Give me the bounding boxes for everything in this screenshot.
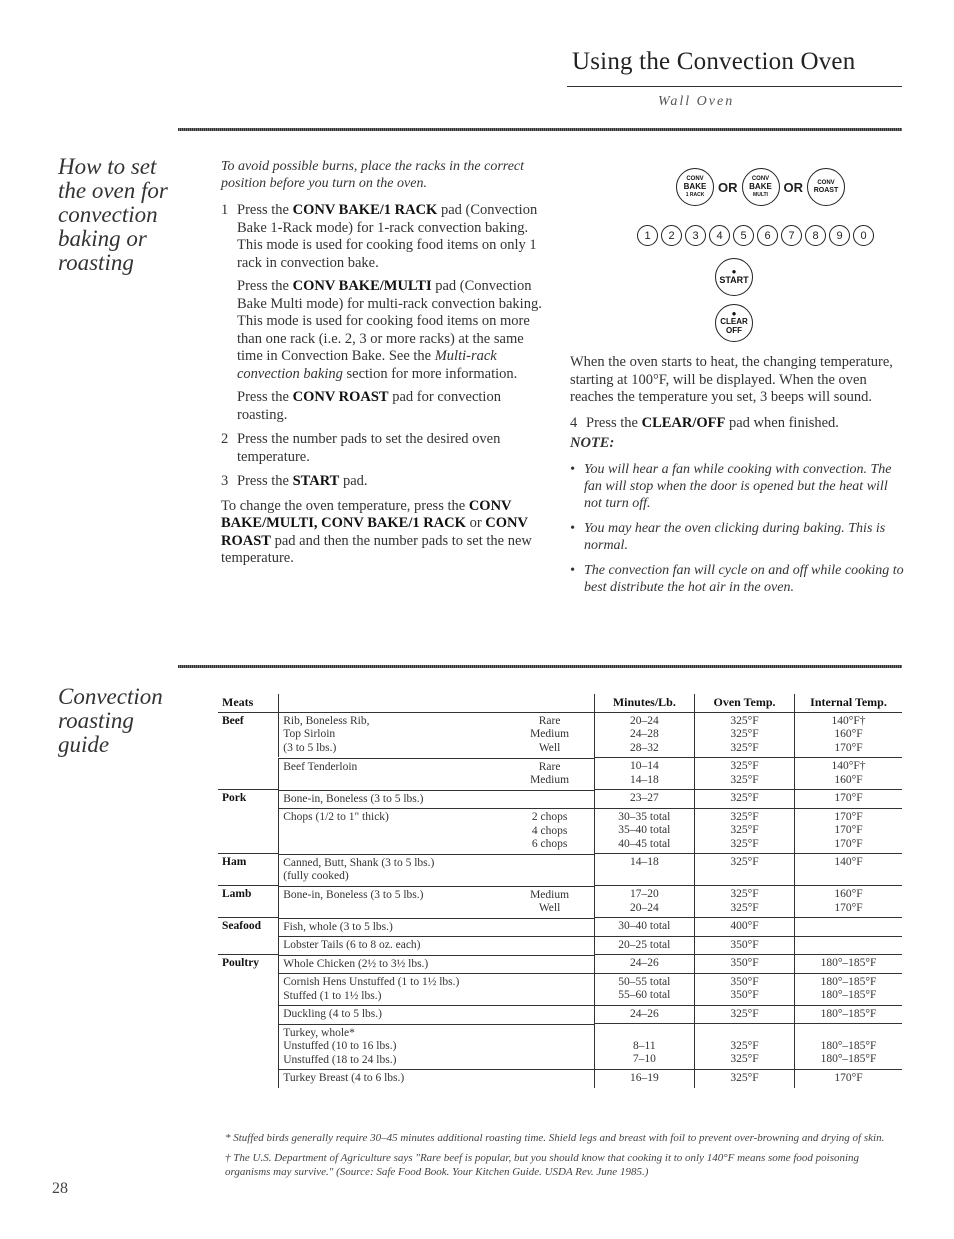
- oven-temp-cell: 325°F 325°F 325°F: [695, 712, 795, 758]
- pad-label: START: [719, 275, 749, 285]
- pad-label: BAKE: [749, 182, 772, 191]
- text: Press the: [586, 414, 642, 431]
- pad-label: OFF: [726, 326, 742, 335]
- number-pad-5[interactable]: 5: [733, 225, 754, 246]
- text: pad when finished.: [725, 414, 839, 431]
- roasting-guide-table-wrap: [218, 694, 902, 1088]
- step-number: 2: [221, 431, 229, 447]
- pad-name: CONV BAKE/MULTI, CONV BAKE/1 RACK: [221, 497, 512, 531]
- doneness-text: [510, 1008, 590, 1022]
- or-label: OR: [718, 179, 738, 195]
- indicator-dot: ●: [731, 267, 737, 276]
- number-pad-8[interactable]: 8: [805, 225, 826, 246]
- number-pads-row: [637, 225, 874, 246]
- table-body: [218, 712, 902, 1088]
- table-row: [218, 918, 902, 937]
- meat-cell: [218, 936, 278, 955]
- doneness-text: [510, 976, 590, 1003]
- step-3: [221, 473, 551, 491]
- item-cell: [278, 758, 593, 790]
- internal-temp-cell: 140°F† 160°F: [795, 758, 903, 790]
- minutes-cell: 14–18: [594, 854, 694, 886]
- step-2: [221, 431, 551, 466]
- item-text: Rib, Boneless Rib, Top Sirloin (3 to 5 lbs.): [283, 714, 370, 754]
- pad-label: ROAST: [813, 187, 839, 194]
- item-text: Chops (1/2 to 1" thick): [283, 811, 389, 823]
- meat-cell: [218, 1024, 278, 1070]
- note-label: NOTE:: [570, 435, 615, 451]
- text: Press the: [237, 202, 293, 218]
- item-cell: [278, 790, 593, 809]
- meat-cell: Poultry: [218, 955, 278, 974]
- doneness-text: [510, 921, 590, 935]
- pad-name: START: [292, 473, 340, 489]
- step-number: 1: [221, 202, 229, 218]
- item-cell: [278, 886, 593, 918]
- section-heading-convection-setup: How to set the oven for convection baking or roasting: [58, 154, 168, 275]
- pad-name: CONV BAKE/1 RACK: [292, 202, 438, 218]
- step-number: 4: [570, 414, 578, 431]
- page-title: Using the Convection Oven: [572, 48, 856, 75]
- internal-temp-cell: 140°F† 160°F 170°F: [795, 712, 903, 758]
- pad-name: CONV ROAST: [292, 389, 389, 405]
- column-header: Minutes/Lb.: [594, 694, 694, 712]
- column-header: Oven Temp.: [695, 694, 795, 712]
- item-cell: [278, 808, 593, 854]
- internal-temp-cell: [795, 918, 903, 937]
- item-cell: [278, 973, 593, 1005]
- indicator-dot: ●: [731, 309, 737, 318]
- oven-temp-cell: 325°F: [695, 1005, 795, 1024]
- note-item: [570, 562, 905, 596]
- table-row: [218, 955, 902, 974]
- text: Press the: [237, 389, 293, 405]
- internal-temp-cell: 170°F: [795, 790, 903, 809]
- table-row: [218, 808, 902, 854]
- bullet-icon: •: [570, 520, 575, 536]
- minutes-cell: 30–35 total 35–40 total 40–45 total: [594, 808, 694, 854]
- internal-temp-cell: [795, 936, 903, 955]
- text: pad and then the number pads to set the new temperature.: [221, 532, 532, 566]
- pad-label: CONV: [817, 180, 835, 186]
- doneness-text: [510, 1027, 590, 1068]
- text: Press the: [237, 473, 293, 489]
- column-header: Meats: [218, 694, 278, 712]
- internal-temp-cell: 180°–185°F 180°–185°F: [795, 1024, 903, 1070]
- footnote-usda: † The U.S. Department of Agriculture says "Rare beef is popular, but you should know that cooking it to only 140°F means some food poisoning organisms may survive." (Source: Safe Food Book. Your Kitchen Guide. USDA Rev. June 1985.): [225, 1152, 860, 1178]
- oven-temp-cell: 350°F 350°F: [695, 973, 795, 1005]
- minutes-cell: 10–14 14–18: [594, 758, 694, 790]
- step-number: 3: [221, 473, 229, 489]
- meat-cell: [218, 973, 278, 1005]
- column-header: Internal Temp.: [795, 694, 903, 712]
- step-text: [586, 415, 839, 433]
- table-row: [218, 973, 902, 1005]
- item-cell: [278, 955, 593, 974]
- page-number: 28: [52, 1180, 68, 1197]
- text: To change the oven temperature, press the: [221, 497, 469, 514]
- number-pad-0[interactable]: 0: [853, 225, 874, 246]
- internal-temp-cell: 140°F: [795, 854, 903, 886]
- number-pad-7[interactable]: 7: [781, 225, 802, 246]
- note-list: [570, 461, 905, 596]
- column-header: [278, 694, 594, 712]
- minutes-cell: 17–20 20–24: [594, 886, 694, 918]
- step-4: [570, 415, 905, 433]
- pad-label: MULTI: [753, 192, 768, 198]
- oven-temp-cell: 325°F 325°F: [695, 886, 795, 918]
- note-text: You will hear a fan while cooking with convection. The fan will stop when the door is opened but the heat will not turn off.: [584, 461, 892, 511]
- section-divider-1: [178, 128, 902, 131]
- step-1b: [237, 278, 551, 383]
- minutes-cell: 24–26: [594, 1005, 694, 1024]
- safety-intro: To avoid possible burns, place the racks in the correct position before you turn on the oven.: [221, 159, 525, 191]
- cross-reference: Multi-rack convection baking: [237, 348, 497, 382]
- item-text: Bone-in, Boneless (3 to 5 lbs.): [283, 792, 424, 805]
- step-1c: [237, 389, 551, 424]
- oven-temp-cell: 400°F: [695, 918, 795, 937]
- minutes-cell: 20–25 total: [594, 936, 694, 955]
- roasting-guide-table: [218, 694, 902, 1088]
- item-text: Whole Chicken (2½ to 3½ lbs.): [283, 957, 429, 970]
- pad-label: CONV: [686, 176, 704, 182]
- internal-temp-cell: 170°F 170°F 170°F: [795, 808, 903, 854]
- meat-cell: [218, 808, 278, 854]
- text: pad (Convection Bake Multi mode) for multi-rack convection baking. This mode is used for cooking food items on more than one rack (i.e. 2, 3 or more racks) at the same time in Convection Bake. See the: [237, 278, 542, 364]
- table-row: [218, 1069, 902, 1088]
- note-text: The convection fan will cycle on and off while cooking to best distribute the hot air in the oven.: [584, 562, 904, 595]
- conv-pads-row: [676, 168, 845, 206]
- table-row: [218, 1005, 902, 1024]
- meat-cell: [218, 1069, 278, 1088]
- step-text: Press the number pads to set the desired oven temperature.: [237, 431, 501, 465]
- pad-label: BAKE: [683, 182, 707, 191]
- doneness-text: Rare Medium: [530, 760, 570, 786]
- conv-bake-multi-pad[interactable]: [742, 168, 780, 206]
- clear-off-pad[interactable]: [715, 304, 753, 342]
- step-text: [237, 473, 551, 491]
- pad-label: CLEAR: [720, 317, 748, 326]
- section-heading-roasting-guide: Convection roasting guide: [58, 684, 163, 757]
- oven-temp-cell: 350°F: [695, 955, 795, 974]
- item-text: Cornish Hens Unstuffed (1 to 1½ lbs.) Stuffed (1 to 1½ lbs.): [283, 976, 460, 1002]
- internal-temp-cell: 180°–185°F 180°–185°F: [795, 973, 903, 1005]
- note-item: [570, 461, 905, 512]
- minutes-cell: 20–24 24–28 28–32: [594, 712, 694, 758]
- minutes-cell: 50–55 total 55–60 total: [594, 973, 694, 1005]
- item-cell: [278, 854, 593, 886]
- change-temperature-text: [221, 498, 551, 568]
- bullet-icon: •: [570, 562, 575, 578]
- item-cell: [278, 936, 593, 955]
- item-text: Turkey Breast (4 to 6 lbs.): [283, 1072, 405, 1084]
- pad-name: CLEAR/OFF: [641, 414, 726, 431]
- bullet-icon: •: [570, 461, 575, 477]
- doneness-text: [510, 958, 590, 972]
- meat-cell: [218, 1005, 278, 1024]
- number-pad-1[interactable]: 1: [637, 225, 658, 246]
- item-cell: [278, 918, 593, 937]
- pad-label: CONV: [751, 176, 770, 182]
- internal-temp-cell: 160°F 170°F: [795, 886, 903, 918]
- item-text: Lobster Tails (6 to 8 oz. each): [283, 939, 421, 951]
- table-row: [218, 854, 902, 886]
- number-pad-6[interactable]: 6: [757, 225, 778, 246]
- internal-temp-cell: 180°–185°F: [795, 1005, 903, 1024]
- oven-temp-cell: 325°F 325°F: [695, 1024, 795, 1070]
- meat-cell: [218, 758, 278, 790]
- text: section for more information.: [342, 365, 518, 382]
- table-row: [218, 758, 902, 790]
- text: pad.: [339, 473, 368, 489]
- minutes-cell: 23–27: [594, 790, 694, 809]
- number-pad-9[interactable]: 9: [829, 225, 850, 246]
- text: pad (Convection Bake 1-Rack mode) for 1-rack convection baking. This mode is used for cooking food items on only 1 rack in convection bake.: [237, 202, 538, 271]
- minutes-cell: 8–11 7–10: [594, 1024, 694, 1070]
- oven-temp-cell: 325°F: [695, 790, 795, 809]
- right-column-text: [570, 354, 905, 596]
- table-row: [218, 1024, 902, 1070]
- conv-bake-1-rack-pad[interactable]: [676, 168, 714, 206]
- doneness-text: 2 chops 4 chops 6 chops: [531, 811, 568, 850]
- or-label: OR: [783, 179, 803, 195]
- item-text: Fish, whole (3 to 5 lbs.): [283, 920, 393, 933]
- oven-temp-cell: 350°F: [695, 936, 795, 955]
- pad-name: CONV BAKE/MULTI: [292, 278, 432, 294]
- text: or: [465, 515, 486, 531]
- instructions-column: [221, 158, 551, 568]
- item-cell: [278, 1005, 593, 1024]
- meat-cell: Ham: [218, 854, 278, 886]
- table-header-row: [218, 694, 902, 712]
- section-divider-2: [178, 665, 902, 668]
- oven-temp-cell: 325°F 325°F 325°F: [695, 808, 795, 854]
- start-pad[interactable]: [715, 258, 753, 296]
- table-row: [218, 936, 902, 955]
- heating-description: When the oven starts to heat, the changing temperature, starting at 100°F, will be displayed. When the oven reaches the temperature you set, 3 beeps will sound.: [570, 354, 893, 405]
- item-cell: [278, 1069, 593, 1088]
- meat-cell: Pork: [218, 790, 278, 809]
- item-text: Bone-in, Boneless (3 to 5 lbs.): [283, 888, 424, 901]
- conv-roast-pad[interactable]: [807, 168, 845, 206]
- note-text: You may hear the oven clicking during baking. This is normal.: [584, 520, 886, 553]
- internal-temp-cell: 170°F: [795, 1069, 903, 1088]
- item-text: Canned, Butt, Shank (3 to 5 lbs.) (fully cooked): [283, 856, 435, 882]
- doneness-text: [510, 857, 590, 884]
- pad-name: CONV ROAST: [221, 515, 528, 549]
- doneness-text: [510, 1072, 590, 1086]
- doneness-text: [510, 939, 590, 953]
- oven-temp-cell: 325°F: [695, 854, 795, 886]
- text: pad for convection roasting.: [237, 389, 501, 423]
- item-cell: [278, 1024, 593, 1070]
- note-item: [570, 520, 905, 554]
- footnotes: [225, 1131, 905, 1179]
- item-text: Duckling (4 to 5 lbs.): [283, 1008, 382, 1020]
- oven-temp-cell: 325°F 325°F: [695, 758, 795, 790]
- table-row: [218, 886, 902, 918]
- minutes-cell: 16–19: [594, 1069, 694, 1088]
- table-row: [218, 790, 902, 809]
- doneness-text: Medium Well: [530, 888, 570, 914]
- page-subtitle: Wall Oven: [658, 94, 735, 109]
- step-1a: [237, 202, 551, 272]
- pad-label: 1 RACK: [685, 192, 705, 198]
- text: Press the: [237, 278, 293, 294]
- item-text: Turkey, whole* Unstuffed (10 to 16 lbs.) Unstuffed (18 to 24 lbs.): [283, 1026, 397, 1066]
- minutes-cell: 24–26: [594, 955, 694, 974]
- meat-cell: Lamb: [218, 886, 278, 918]
- minutes-cell: 30–40 total: [594, 918, 694, 937]
- number-pad-4[interactable]: 4: [709, 225, 730, 246]
- internal-temp-cell: 180°–185°F: [795, 955, 903, 974]
- doneness-text: Rare Medium Well: [530, 714, 570, 754]
- item-cell: [278, 713, 593, 758]
- title-rule: [567, 86, 902, 87]
- footnote-stuffed-birds: * Stuffed birds generally require 30–45 minutes additional roasting time. Shield legs and breast with foil to prevent over-browning and drying of skin.: [225, 1132, 885, 1144]
- number-pad-2[interactable]: 2: [661, 225, 682, 246]
- meat-cell: Beef: [218, 712, 278, 758]
- number-pad-3[interactable]: 3: [685, 225, 706, 246]
- item-text: Beef Tenderloin: [283, 760, 358, 773]
- oven-temp-cell: 325°F: [695, 1069, 795, 1088]
- table-row: [218, 712, 902, 758]
- step-1: [221, 202, 551, 424]
- doneness-text: [510, 793, 590, 807]
- meat-cell: Seafood: [218, 918, 278, 937]
